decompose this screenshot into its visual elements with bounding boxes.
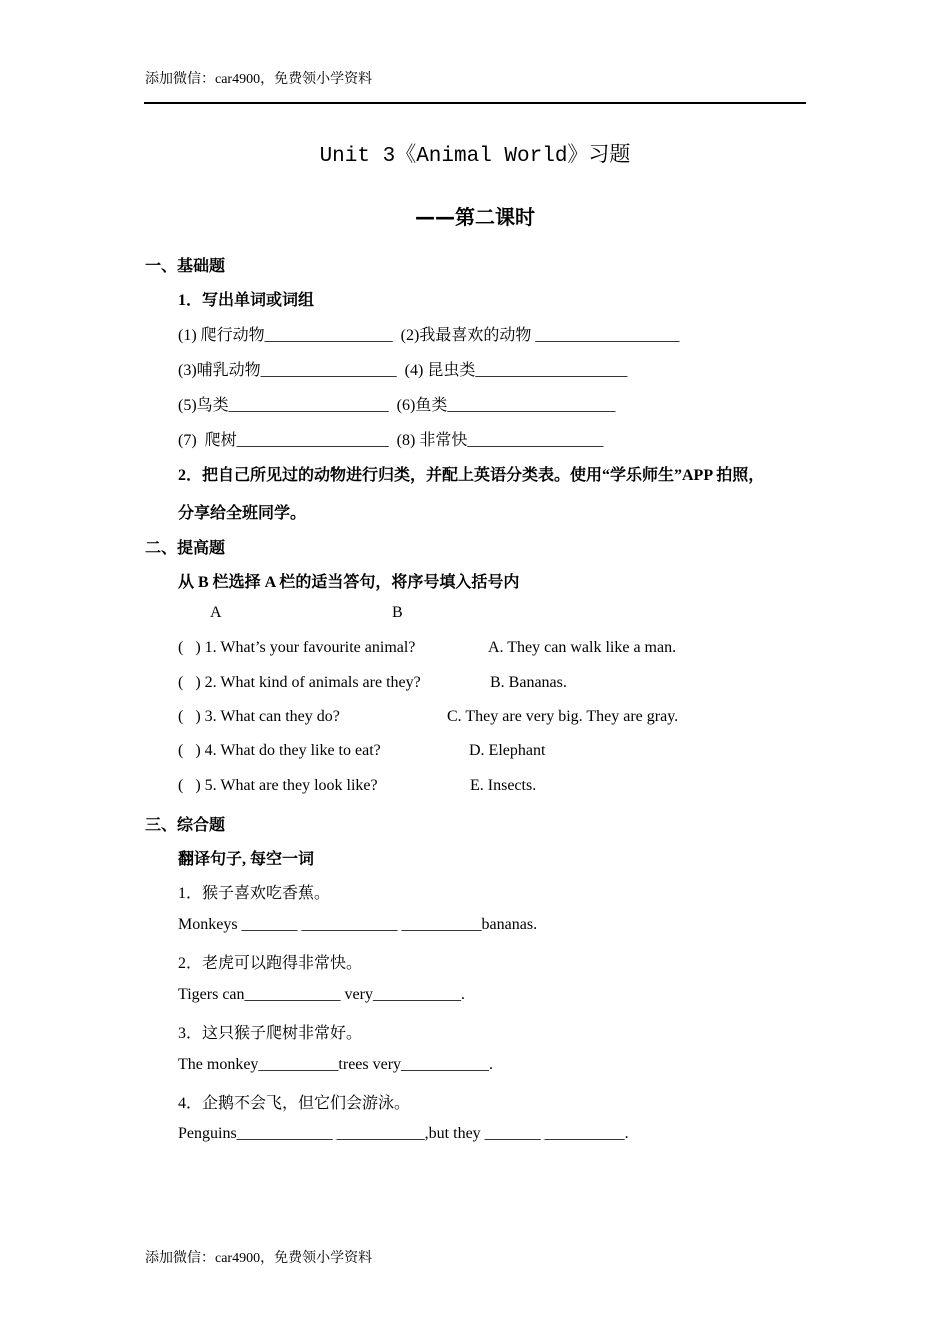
match-answer: E. Insects. [470, 777, 537, 794]
section1-item: (5)鸟类____________________ (6)鱼类_____________________ [178, 397, 616, 414]
section1-heading: 一、基础题 [145, 258, 226, 275]
match-question: ( ) 1. What’s your favourite animal? [178, 639, 416, 656]
section1-q1-title: 1．写出单词或词组 [178, 292, 315, 309]
footer-note: 添加微信：car4900，免费领小学资料 [145, 1251, 373, 1266]
section1-q2-line2: 分享给全班同学。 [178, 505, 307, 522]
match-answer: B. Bananas. [490, 674, 567, 691]
match-question: ( ) 2. What kind of animals are they? [178, 674, 421, 691]
section3-heading: 三、综合题 [145, 817, 226, 834]
match-answer: C. They are very big. They are gray. [447, 708, 679, 725]
section3-instruction: 翻译句子, 每空一词 [178, 851, 315, 868]
section2-instruction: 从 B 栏选择 A 栏的适当答句，将序号填入括号内 [178, 574, 520, 591]
header-note: 添加微信：car4900，免费领小学资料 [145, 72, 373, 87]
page-title: Unit 3《Animal World》习题 [319, 145, 631, 168]
translation-english: Monkeys _______ ____________ __________bananas. [178, 916, 538, 933]
translation-chinese: 1．猴子喜欢吃香蕉。 [178, 885, 331, 902]
match-question: ( ) 5. What are they look like? [178, 777, 378, 794]
translation-english: Tigers can____________ very___________. [178, 986, 465, 1003]
match-answer: D. Elephant [469, 742, 546, 759]
match-answer: A. They can walk like a man. [488, 639, 677, 656]
column-a-label: A [210, 604, 222, 621]
match-question: ( ) 4. What do they like to eat? [178, 742, 381, 759]
section1-item: (7) 爬树___________________ (8) 非常快_________________ [178, 432, 604, 449]
translation-english: Penguins____________ ___________,but they _______ __________. [178, 1125, 629, 1142]
header-divider [144, 102, 806, 104]
translation-english: The monkey__________trees very___________. [178, 1056, 494, 1073]
translation-chinese: 4．企鹅不会飞，但它们会游泳。 [178, 1095, 411, 1112]
translation-chinese: 3．这只猴子爬树非常好。 [178, 1025, 363, 1042]
section2-heading: 二、提高题 [145, 540, 226, 557]
translation-chinese: 2．老虎可以跑得非常快。 [178, 955, 363, 972]
column-b-label: B [392, 604, 403, 621]
match-question: ( ) 3. What can they do? [178, 708, 340, 725]
page-subtitle: ——第二课时 [415, 205, 535, 229]
section1-item: (3)哺乳动物_________________ (4) 昆虫类___________________ [178, 362, 628, 379]
section1-q2-line1: 2．把自己所见过的动物进行归类，并配上英语分类表。使用“学乐师生”APP 拍照， [178, 467, 765, 484]
section1-item: (1) 爬行动物________________ (2)我最喜欢的动物 __________________ [178, 327, 680, 344]
